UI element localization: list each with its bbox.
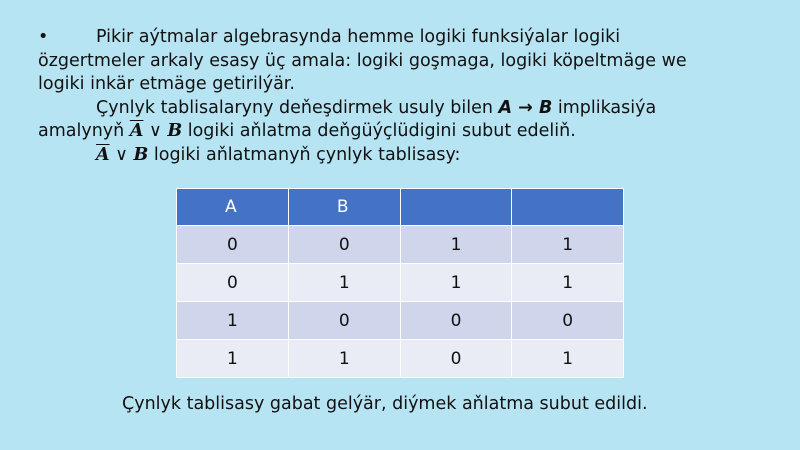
conclusion-text: Çynlyk tablisasy gabat gelýär, diýmek aňlatma subut edildi. — [122, 394, 648, 414]
paragraph-3-post: logiki aňlatmanyň çynlyk tablisasy: — [148, 144, 461, 165]
not-a-symbol-2: $\overline{A}$ — [96, 144, 110, 165]
table-row — [177, 340, 624, 378]
header-a: A — [177, 189, 289, 226]
table-cell: 1 — [400, 226, 512, 264]
b-symbol: B — [167, 121, 183, 141]
header-b: B — [288, 189, 400, 226]
paragraph-1-line-2: özgertmeler arkaly esasy üç amala: logiki goşmaga, logiki köpeltmäge we — [38, 50, 687, 71]
bullet-point: • — [38, 27, 49, 47]
table-cell: 1 — [512, 340, 624, 378]
table-row — [177, 302, 624, 340]
header-col-4 — [512, 189, 624, 226]
table-cell: 1 — [288, 264, 400, 302]
table-cell: 0 — [177, 226, 289, 264]
paragraph-2-post: implikasiýa — [552, 97, 657, 118]
intro-text — [38, 26, 758, 167]
table-cell: 0 — [400, 302, 512, 340]
or-symbol: ∨ — [143, 121, 168, 141]
paragraph-1-line-1 — [38, 26, 758, 50]
table-cell: 1 — [288, 340, 400, 378]
paragraph-2-line-1 — [38, 97, 758, 121]
table-cell: 1 — [512, 226, 624, 264]
paragraph-3-line — [38, 144, 758, 168]
header-col-3 — [400, 189, 512, 226]
b-symbol-2: B — [133, 144, 149, 165]
table-cell: 0 — [288, 226, 400, 264]
table-row — [177, 264, 624, 302]
table-cell: 0 — [288, 302, 400, 340]
truth-table — [176, 188, 624, 378]
implication-formula: A → B — [498, 97, 553, 118]
table-cell: 0 — [177, 264, 289, 302]
table-cell: 0 — [512, 302, 624, 340]
table-cell: 1 — [177, 340, 289, 378]
table-cell: 0 — [400, 340, 512, 378]
paragraph-2-pre: Çynlyk tablisalaryny deňeşdirmek usuly bilen — [96, 97, 499, 118]
table-cell: 1 — [177, 302, 289, 340]
table-cell: 1 — [512, 264, 624, 302]
not-a-symbol: $\overline{A}$ — [129, 121, 144, 141]
paragraph-2-line-2-post: logiki aňlatma deňgüýçlüdigini subut edeliň. — [182, 121, 576, 141]
table-cell: 1 — [400, 264, 512, 302]
table-row — [177, 226, 624, 264]
paragraph-2-line-2 — [38, 120, 758, 144]
paragraph-2-line-2-pre: amalynyň — [38, 121, 130, 141]
paragraph-1-line-3: logiki inkär etmäge getirilýär. — [38, 74, 295, 94]
or-symbol-2: ∨ — [109, 144, 134, 165]
paragraph-1-text: Pikir aýtmalar algebrasynda hemme logiki funksiýalar logiki — [96, 27, 621, 47]
truth-table-header-row — [177, 189, 624, 226]
